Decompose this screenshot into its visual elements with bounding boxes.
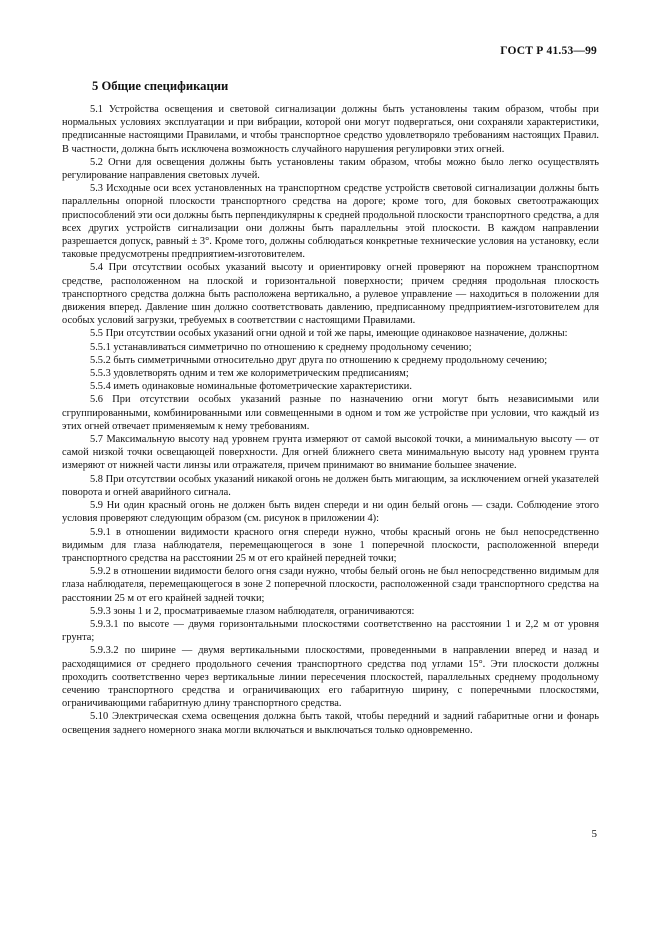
paragraph-5-9-3: 5.9.3 зоны 1 и 2, просматриваемые глазом наблюдателя, ограничиваются: [90, 605, 415, 617]
paragraph-5-5-3: 5.5.3 удовлетворять одним и тем же колориметрическим предписаниям; [90, 368, 409, 380]
document-id: ГОСТ Р 41.53—99 [500, 45, 597, 57]
paragraph-5-9-1: 5.9.1 в отношении видимости красного огня спереди нужно, чтобы красный огонь не был непосредственно видимым для глаза наблюдателя, перемещающегося в зоне 1 поперечной плоскости, расположенной впереди транспортного средства на расстоянии 25 м от его крайней передней точки; [62, 526, 599, 564]
paragraph-5-9-3-1: 5.9.3.1 по высоте — двумя горизонтальными плоскостями соответственно на расстоянии 1 и 2,2 м от уровня грунта; [62, 618, 599, 644]
paragraph-5-2: 5.2 Огни для освещения должны быть установлены таким образом, чтобы можно было легко осуществлять регулирование направления световых лучей. [62, 156, 599, 182]
paragraph-5-9: 5.9 Ни один красный огонь не должен быть виден спереди и ни один белый огонь — сзади. Соблюдение этого условия проверяют следующим образом (см. рисунок в приложении 4): [62, 500, 599, 525]
paragraph-5-3: 5.3 Исходные оси всех установленных на транспортном средстве устройств световой сигнализации должны быть параллельны опорной плоскости транспортного средства на дороге; кроме того, для боковых светоотражающих приспособлений эти оси должны быть перпендикулярны к средней продольной плоскости транспортного средства, а для всех других устройств сигнализации они должны быть параллельны этой плоскости. В каждом направлении разрешается допуск, равный ± 3°. Кроме того, должны соблюдаться конкретные технические условия на установку, если таковые предусмотрены предприятием-изготовителем. [62, 183, 599, 261]
paragraph-5-6: 5.6 При отсутствии особых указаний разные по назначению огни могут быть независимыми или сгруппированными, комбинированными или совмещенными в одном и том же устройстве при условии, что каждый из этих огней отвечает применяемым к нему требованиям. [62, 394, 599, 432]
paragraph-5-10: 5.10 Электрическая схема освещения должна быть такой, чтобы передний и задний габаритные огни и фонарь освещения заднего номерного знака могли включаться и выключаться только одновременно. [62, 711, 599, 736]
paragraph-5-8: 5.8 При отсутствии особых указаний никакой огонь не должен быть мигающим, за исключением огней указателей поворота и огней аварийного сигнала. [62, 473, 599, 498]
paragraph-5-5-1: 5.5.1 устанавливаться симметрично по отношению к среднему продольному сечению; [90, 341, 472, 353]
section-body [62, 103, 599, 737]
paragraph-5-7: 5.7 Максимальную высоту над уровнем грунта измеряют от самой высокой точки, а минимальную высоту — от самой низкой точки освещающей поверхности. Для огней ближнего света минимальную высоту над уровнем грунта измеряют от нижней части линзы или отражателя, причем принимают во внимание большее значение. [62, 434, 599, 472]
paragraph-5-4: 5.4 При отсутствии особых указаний высоту и ориентировку огней проверяют на порожнем транспортном средстве, расположенном на плоской и горизонтальной поверхности; причем средняя продольная плоскость транспортного средства должна быть расположена вертикально, а рулевое управление — находиться в положении для движения вперед. Давление шин должно соответствовать давлению, предписанному предприятием-изготовителем для особых условий загрузки, требуемых в соответствии с настоящими Правилами. [62, 262, 599, 327]
paragraph-5-9-3-2: 5.9.3.2 по ширине — двумя вертикальными плоскостями, проведенными в направлении вперед и назад и расходящимися от среднего продольного сечения транспортного средства под углами 15°. Эти плоскости должны проходить соответственно через вертикальные линии пересечения плоскостей, параллельных среднему продольному сечению транспортного средства и ограничивающих его габаритную ширину, с поперечными плоскостями, ограничивающими габаритную длину транспортного средства. [62, 645, 599, 710]
page-number: 5 [591, 828, 597, 840]
paragraph-5-5-4: 5.5.4 иметь одинаковые номинальные фотометрические характеристики. [90, 381, 412, 393]
paragraph-5-9-2: 5.9.2 в отношении видимости белого огня сзади нужно, чтобы белый огонь не был непосредственно видимым для глаза наблюдателя, перемещающегося в зоне 2 поперечной плоскости, расположенной сзади транспортного средства на расстоянии 25 м от его крайней задней точки; [62, 566, 599, 604]
paragraph-5-5: 5.5 При отсутствии особых указаний огни одной и той же пары, имеющие одинаковое назначение, должны: [90, 328, 568, 340]
paragraph-5-5-2: 5.5.2 быть симметричными относительно друг друга по отношению к среднему продольному сечению; [90, 354, 548, 366]
paragraph-5-1: 5.1 Устройства освещения и световой сигнализации должны быть установлены таким образом, чтобы при нормальных условиях эксплуатации и при вибрации, которой они могут подвергаться, они сохраняли характеристики, предписанные настоящими Правилами, и чтобы транспортное средство удовлетворяло требованиям настоящих Правил. В частности, должна быть исключена возможность случайного нарушения регулировки этих огней. [62, 104, 599, 155]
section-title: 5 Общие спецификации [92, 79, 229, 93]
